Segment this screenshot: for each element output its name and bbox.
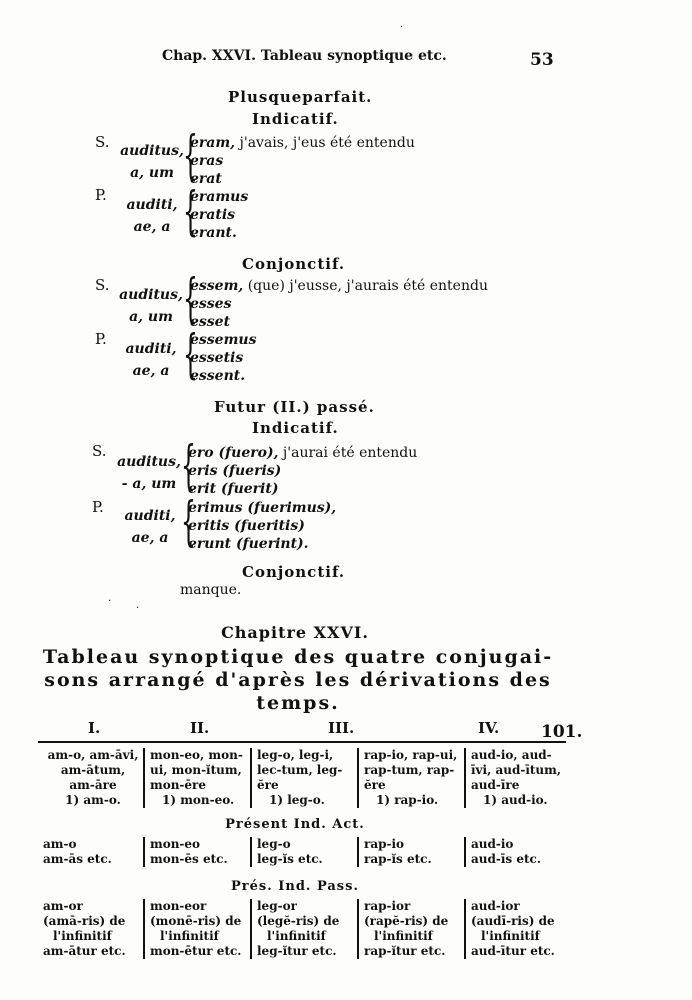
running-title: Chap. XXVI. Tableau synoptique etc. [162,48,447,64]
gloss: (que) j'eusse, j'aurais été entendu [247,278,488,294]
singular-label: S. [95,276,110,294]
stem-auditi: auditi, ae, a [126,197,178,235]
plural-label: P. [92,498,104,516]
column-header: I. [88,719,101,737]
table-cell: am-o, am-āvi, am-ātum, am-āre 1) am-o. [47,748,139,807]
brace: { [183,269,198,329]
present-act-row [38,837,578,867]
present-pass-row [38,899,578,959]
principal-parts-row [38,748,578,808]
table-cell: mon-eo mon-ēs etc. [143,837,250,867]
table-cell: am-o am-ās etc. [43,837,112,866]
forms-list: ero (fuero), j'aurai été entendu eris (fueris) erit (fuerit) [188,445,418,497]
stem-auditi: auditi, ae, a [124,508,176,546]
chapter-title-line: sons arrangé d'après les dérivations des [44,669,552,691]
stem-auditus: auditus, - a, um [117,454,181,492]
table-cell: leg-o, leg-i, lec-tum, leg- ĕre 1) leg-o. [250,748,357,808]
table-cell: aud-ior (audī-ris) de l'infinitif aud-ītur etc. [464,899,571,959]
page-number: 53 [530,50,554,70]
scan-speck: · [136,603,140,614]
table-rule [38,741,566,743]
section-number: 101. [541,722,583,742]
forms-list: essemus essetis essent. [190,332,257,384]
mood-title-indicatif: Indicatif. [252,110,339,128]
forms-list: eram, j'avais, j'eus été entendu eras erat [190,135,415,187]
table-cell: aud-io aud-īs etc. [464,837,571,867]
table-cell: mon-eo, mon- ui, mon-ĭtum, mon-ēre 1) mon-eo. [143,748,250,808]
brace: { [183,126,198,186]
column-header: II. [190,719,210,737]
table-cell: leg-or (legĕ-ris) de l'infinitif leg-ĭtur etc. [250,899,357,959]
plural-label: P. [95,186,107,204]
singular-label: S. [92,442,107,460]
table-cell: rap-io, rap-ui, rap-tum, rap- ĕre 1) rap-io. [357,748,464,808]
mood-title-conjonctif: Conjonctif. [242,563,346,581]
brace: { [181,492,196,552]
tense-title-plusqueparfait: Plusqueparfait. [228,88,373,106]
table-cell: rap-io rap-ĭs etc. [357,837,464,867]
tense-title-futur: Futur (II.) passé. [214,398,375,416]
mood-title-conjonctif: Conjonctif. [242,255,346,273]
column-header: III. [328,719,355,737]
stem-auditus: auditus, a, um [120,143,184,181]
brace: { [183,182,198,242]
manque-text: manque. [180,582,242,598]
chapter-title-line: temps. [256,692,340,714]
scan-speck: · [400,22,404,33]
table-cell: mon-eor (monē-ris) de l'infinitif mon-ētur etc. [143,899,250,959]
gloss: j'avais, j'eus été entendu [239,135,415,151]
table-cell: am-or (amā-ris) de l'infinitif am-ātur etc. [43,899,126,958]
plural-label: P. [95,330,107,348]
scan-speck: · [108,596,112,607]
section-title-present-act: Présent Ind. Act. [225,817,365,832]
table-cell: rap-ior (rapĕ-ris) de l'infinitif rap-ĭtur etc. [357,899,464,959]
column-header: IV. [478,719,500,737]
brace: { [181,436,196,496]
stem-auditi: auditi, ae, a [125,341,177,379]
forms-list: essem, (que) j'eusse, j'aurais été entendu esses esset [190,278,488,330]
table-cell: aud-io, aud- īvi, aud-ītum, aud-īre 1) aud-io. [464,748,571,808]
table-cell: leg-o leg-ĭs etc. [250,837,357,867]
singular-label: S. [95,133,110,151]
mood-title-indicatif: Indicatif. [252,419,339,437]
forms-list: eramus eratis erant. [190,189,249,241]
chapter-title-line: Tableau synoptique des quatre conjugai- [42,646,554,668]
brace: { [183,325,198,385]
chapter-heading: Chapitre XXVI. [221,623,369,642]
section-title-present-pass: Prés. Ind. Pass. [231,879,359,894]
stem-auditus: auditus, a, um [119,287,183,325]
forms-list: erimus (fuerimus), eritis (fueritis) erunt (fuerint). [188,500,337,552]
gloss: j'aurai été entendu [282,445,418,461]
